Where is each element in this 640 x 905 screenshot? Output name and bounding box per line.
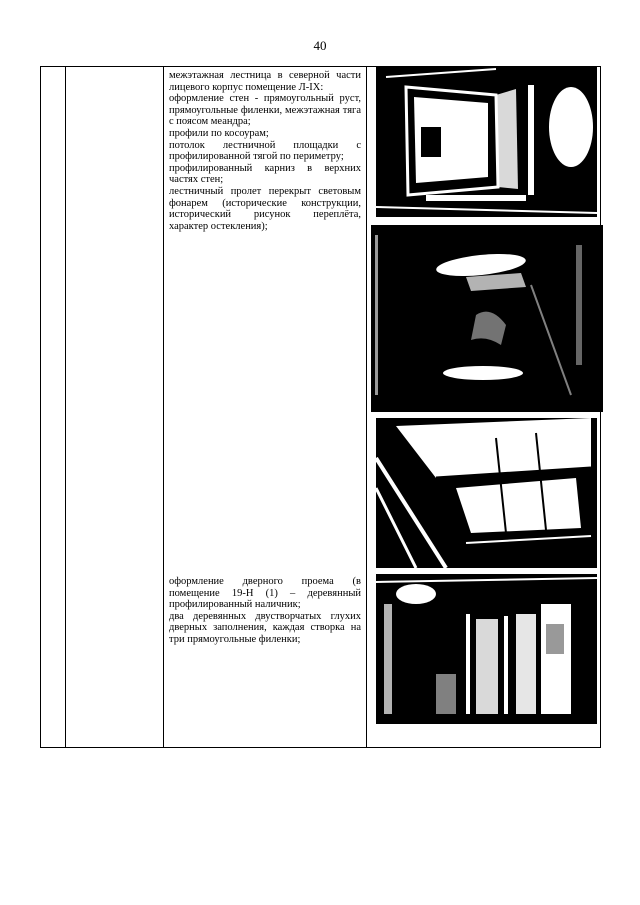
photo-skylight-frame <box>376 418 597 568</box>
description-line: межэтажная лестница в северной части лицевого корпус помещение Л-IX: <box>169 70 361 93</box>
description-line: оформление стен - прямоугольный руст, прямоугольные филенки, межэтажная тяга с поясом меандра; <box>169 93 361 128</box>
page-number: 40 <box>313 38 327 53</box>
photo-stair-skylight-lantern <box>376 67 597 217</box>
monument-features-table <box>40 66 601 748</box>
description-line: профилированный карниз в верхних частях стен; <box>169 162 361 186</box>
photo-door-opening <box>376 574 597 724</box>
description-staircase <box>169 70 361 232</box>
description-line: потолок лестничной площадки с профилированной тягой по периметру; <box>169 139 361 163</box>
column-divider-3 <box>366 67 367 747</box>
description-line: оформление дверного проема (в помещение 19-Н (1) – деревянный профилированный наличник; <box>169 576 361 611</box>
description-line: профили по косоурам; <box>169 127 269 139</box>
photo-stair-ceiling-dark <box>371 225 603 412</box>
description-line: два деревянных двустворчатых глухих дверных заполнения, каждая створка на три прямоугольные филенки; <box>169 610 361 645</box>
column-divider-2 <box>163 67 164 747</box>
column-divider-1 <box>65 67 66 747</box>
description-door <box>169 576 361 646</box>
description-line: лестничный пролет перекрыт световым фонарем (исторические конструкции, исторический рисунок переплёта, характер остекления); <box>169 185 361 232</box>
